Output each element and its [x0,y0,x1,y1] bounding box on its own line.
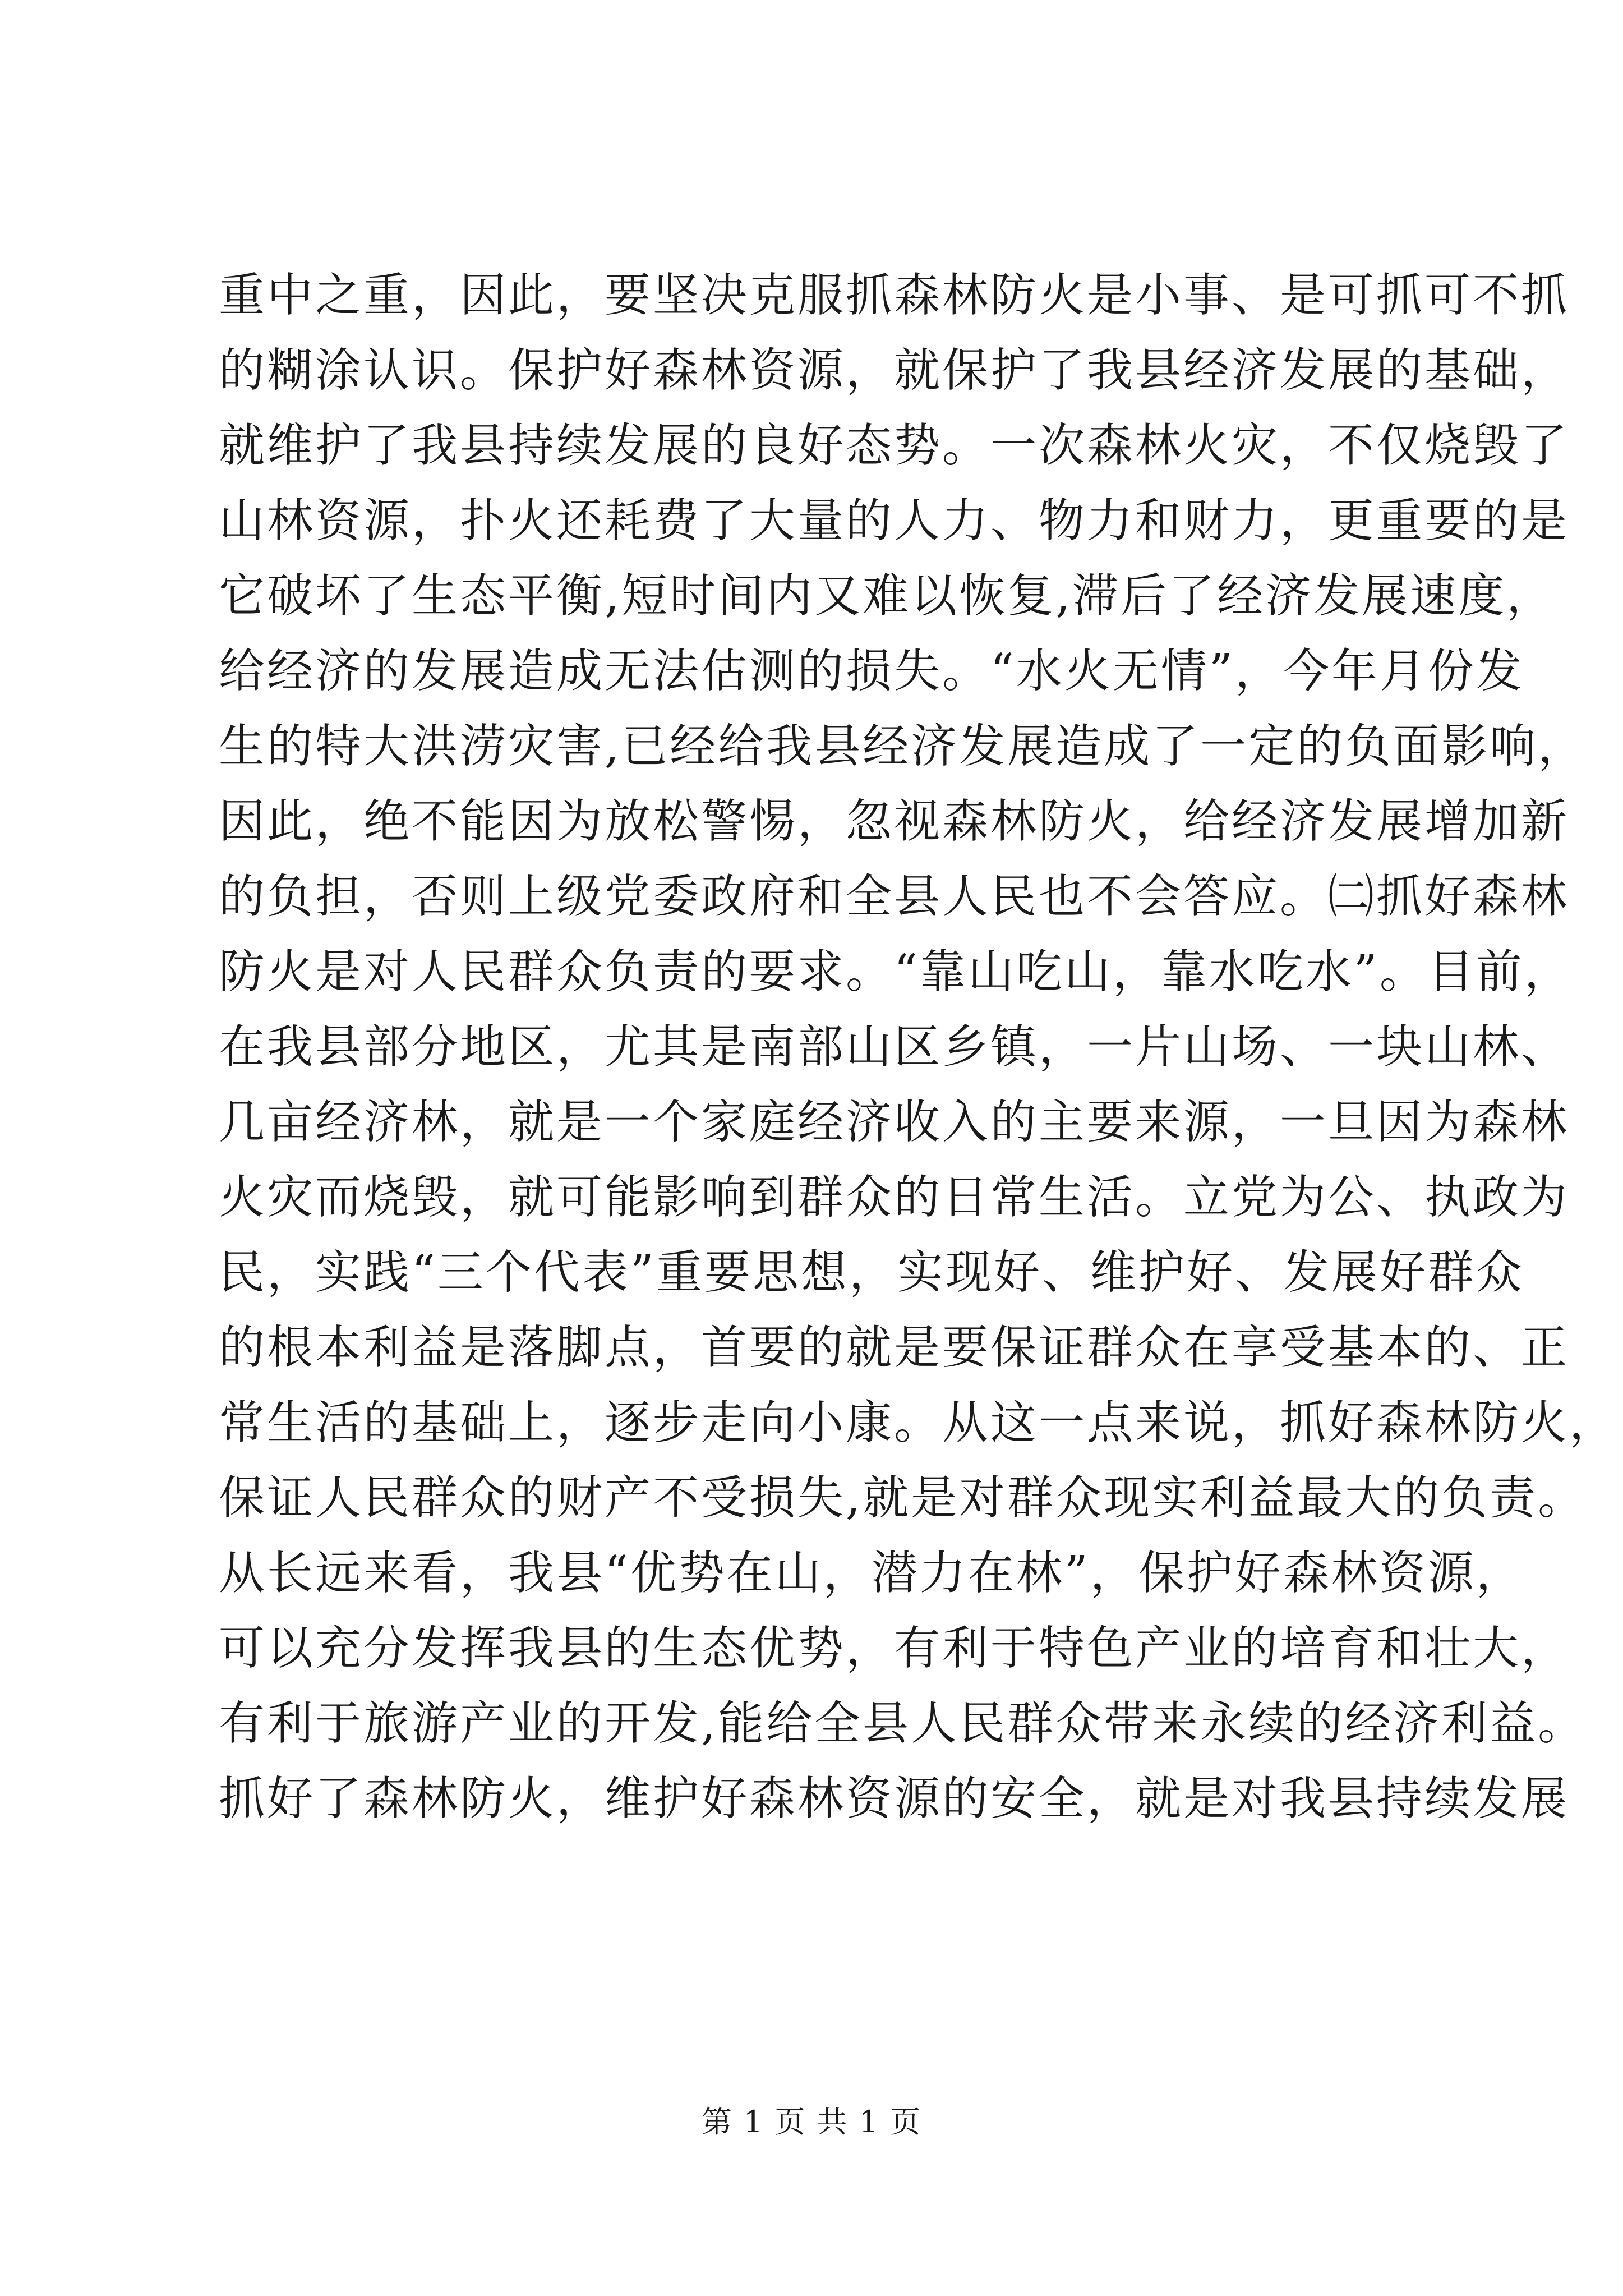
text-line: 就维护了我县持续发展的良好态势。一次森林火灾，不仅烧毁了 [219,419,1570,472]
text-line: 给经济的发展造成无法估测的损失。“水火无情”，今年月份发 [219,645,1524,698]
text-line: 有利于旅游产业的开发,能给全县人民群众带来永续的经济利益。 [219,1697,1587,1750]
text-line: 的负担，否则上级党委政府和全县人民也不会答应。㈡抓好森林 [219,870,1570,923]
text-line: 山林资源，扑火还耗费了大量的人力、物力和财力，更重要的是 [219,494,1570,547]
text-line: 它破坏了生态平衡,短时间内又难以恢复,滞后了经济发展速度， [219,569,1555,623]
text-line: 防火是对人民群众负责的要求。“靠山吃山，靠水吃水”。目前， [219,945,1573,999]
page-footer [0,2098,1623,2141]
text-line: 保证人民群众的财产不受损失,就是对群众现实利益最大的负责。 [219,1471,1587,1525]
text-line: 几亩经济林，就是一个家庭经济收入的主要来源，一旦因为森林 [219,1096,1570,1149]
text-line: 生的特大洪涝灾害,已经给我县经济发展造成了一定的负面影响， [219,720,1587,773]
text-line: 在我县部分地区，尤其是南部山区乡镇，一片山场、一块山林、 [219,1020,1570,1074]
text-line: 抓好了森林防火，维护好森林资源的安全，就是对我县持续发展 [219,1772,1570,1825]
page-number-label: 第 1 页 共 1 页 [701,2104,922,2139]
text-line: 可以充分发挥我县的生态优势，有利于特色产业的培育和壮大， [219,1622,1570,1675]
body-text [219,258,1618,1837]
text-line: 重中之重，因此，要坚决克服抓森林防火是小事、是可抓可不抓 [219,269,1570,322]
text-line: 从长远来看，我县“优势在山，潜力在林”，保护好森林资源， [219,1547,1524,1600]
text-line: 的根本利益是落脚点，首要的就是要保证群众在享受基本的、正 [219,1321,1570,1374]
text-line: 的糊涂认识。保护好森林资源，就保护了我县经济发展的基础， [219,344,1570,397]
text-line: 常生活的基础上，逐步走向小康。从这一点来说，抓好森林防火， [219,1396,1618,1450]
text-line: 因此，绝不能因为放松警惕，忽视森林防火，给经济发展增加新 [219,795,1570,848]
text-line: 火灾而烧毁，就可能影响到群众的日常生活。立党为公、执政为 [219,1171,1570,1224]
text-line: 民，实践“三个代表”重要思想，实现好、维护好、发展好群众 [219,1246,1524,1299]
